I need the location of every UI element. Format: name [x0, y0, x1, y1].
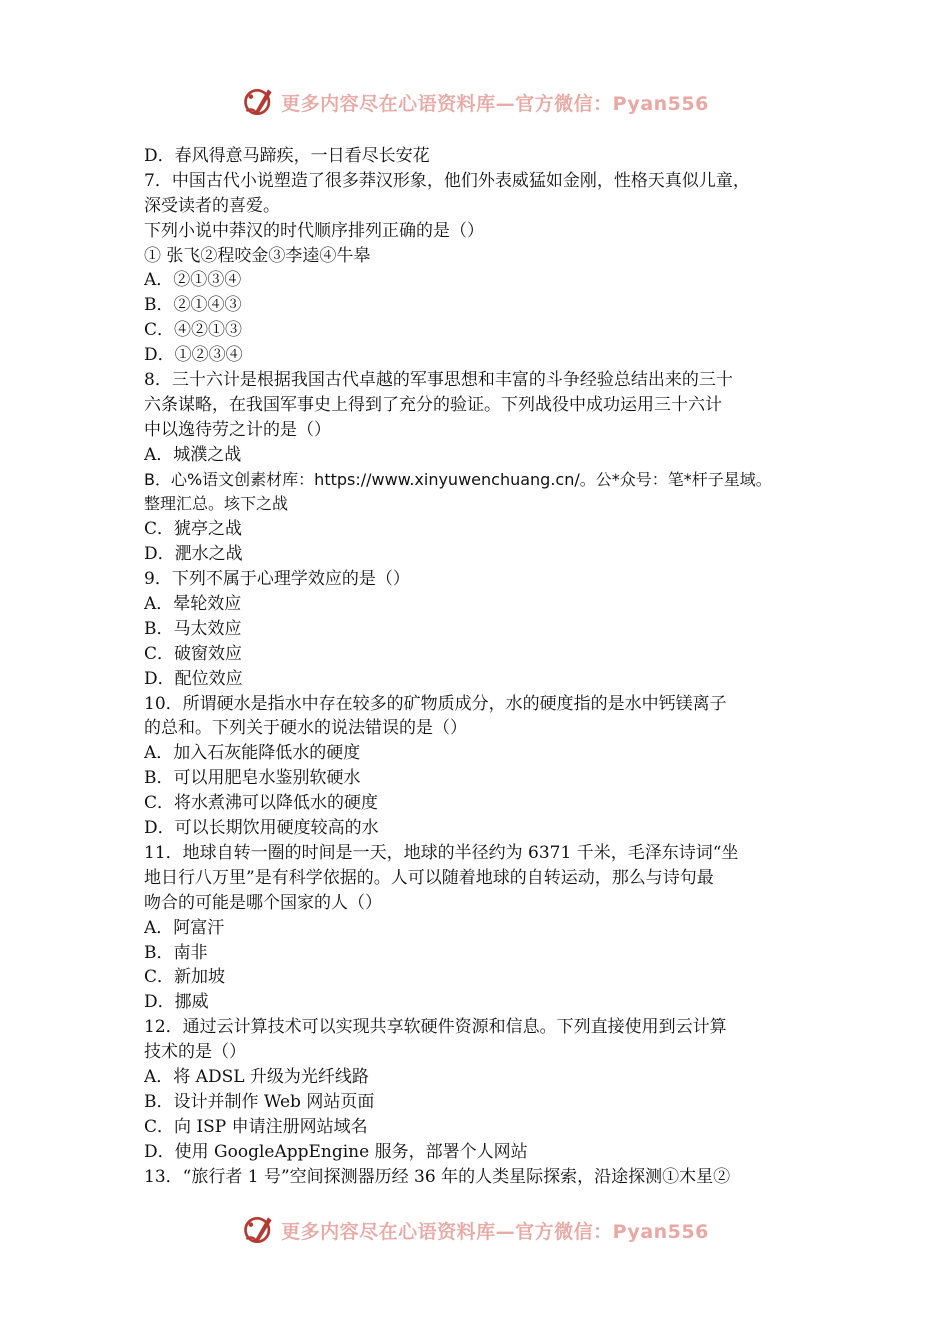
text-line: A．城濮之战: [144, 444, 242, 465]
text-line: 地日行八万里”是有科学依据的。人可以随着地球的自转运动，那么与诗句最: [144, 867, 714, 888]
text-line: D．①②③④: [144, 345, 243, 366]
text-line: 10．所谓硬水是指水中存在较多的矿物质成分，水的硬度指的是水中钙镁离子: [144, 693, 727, 714]
text-line: A．阿富汗: [144, 917, 225, 938]
text-line: 7．中国古代小说塑造了很多莽汉形象，他们外表威猛如金刚，性格天真似儿童，: [144, 170, 750, 191]
header-watermark-text: 更多内容尽在心语资料库—官方微信：Pyan556: [281, 92, 709, 115]
footer-watermark-text: 更多内容尽在心语资料库—官方微信：Pyan556: [281, 1220, 709, 1243]
text-line: B．心%语文创素材库：https://www.xinyuwenchuang.cn/。公*众号：笔*杆子星域。: [144, 469, 772, 489]
text-line: B．可以用肥皂水鉴别软硬水: [144, 768, 361, 789]
text-line: 8．三十六计是根据我国古代卓越的军事思想和丰富的斗争经验总结出来的三十: [144, 370, 733, 391]
text-line: D．淝水之战: [144, 544, 243, 565]
text-line: B．马太效应: [144, 618, 242, 639]
text-line: A．晕轮效应: [144, 594, 242, 615]
footer-watermark: [0, 1208, 950, 1252]
text-line: D．可以长期饮用硬度较高的水: [144, 818, 379, 839]
text-line: 13．“旅行者 1 号”空间探测器历经 36 年的人类星际探索，沿途探测①木星②: [144, 1166, 731, 1187]
text-line: B．②①④③: [144, 295, 242, 316]
text-line: 吻合的可能是哪个国家的人（）: [144, 892, 382, 913]
text-line: 下列小说中莽汉的时代顺序排列正确的是（）: [144, 220, 484, 241]
text-line: C．新加坡: [144, 967, 226, 988]
text-line: D．配位效应: [144, 668, 243, 689]
text-line: C．破窗效应: [144, 643, 243, 664]
text-line: 12．通过云计算技术可以实现共享软硬件资源和信息。下列直接使用到云计算: [144, 1017, 727, 1038]
text-line: B．南非: [144, 942, 208, 963]
text-line: A．将 ADSL 升级为光纤线路: [144, 1066, 369, 1087]
text-line: C．向 ISP 申请注册网站域名: [144, 1116, 368, 1137]
text-line: 整理汇总。垓下之战: [144, 494, 289, 514]
text-line: 六条谋略，在我国军事史上得到了充分的验证。下列战役中成功运用三十六计: [144, 394, 722, 415]
text-line: A．加入石灰能降低水的硬度: [144, 743, 361, 764]
text-line: 深受读者的喜爱。: [144, 195, 280, 216]
text-line: ① 张飞②程咬金③李逵④牛皋: [144, 245, 371, 266]
text-line: 中以逸待劳之计的是（）: [144, 419, 331, 440]
text-line: B．设计并制作 Web 网站页面: [144, 1091, 375, 1112]
text-line: D．使用 GoogleAppEngine 服务，部署个人网站: [144, 1141, 528, 1162]
text-line: C．④②①③: [144, 320, 243, 341]
text-line: C．将水煮沸可以降低水的硬度: [144, 793, 379, 814]
text-line: D．春风得意马蹄疾，一日看尽长安花: [144, 146, 430, 166]
document-body: [144, 144, 824, 1189]
text-line: 11．地球自转一圈的时间是一天，地球的半径约为 6371 千米，毛泽东诗词“坐: [144, 842, 739, 863]
text-line: C．猇亭之战: [144, 519, 243, 540]
text-line: D．挪威: [144, 992, 209, 1013]
text-line: 技术的是（）: [144, 1042, 246, 1063]
text-line: A．②①③④: [144, 270, 242, 291]
header-watermark: [0, 80, 950, 124]
text-line: 的总和。下列关于硬水的说法错误的是（）: [144, 718, 467, 739]
quill-pen-logo-icon: [241, 1212, 277, 1248]
quill-pen-logo-icon: [241, 84, 277, 120]
text-line: 9．下列不属于心理学效应的是（）: [144, 569, 410, 590]
